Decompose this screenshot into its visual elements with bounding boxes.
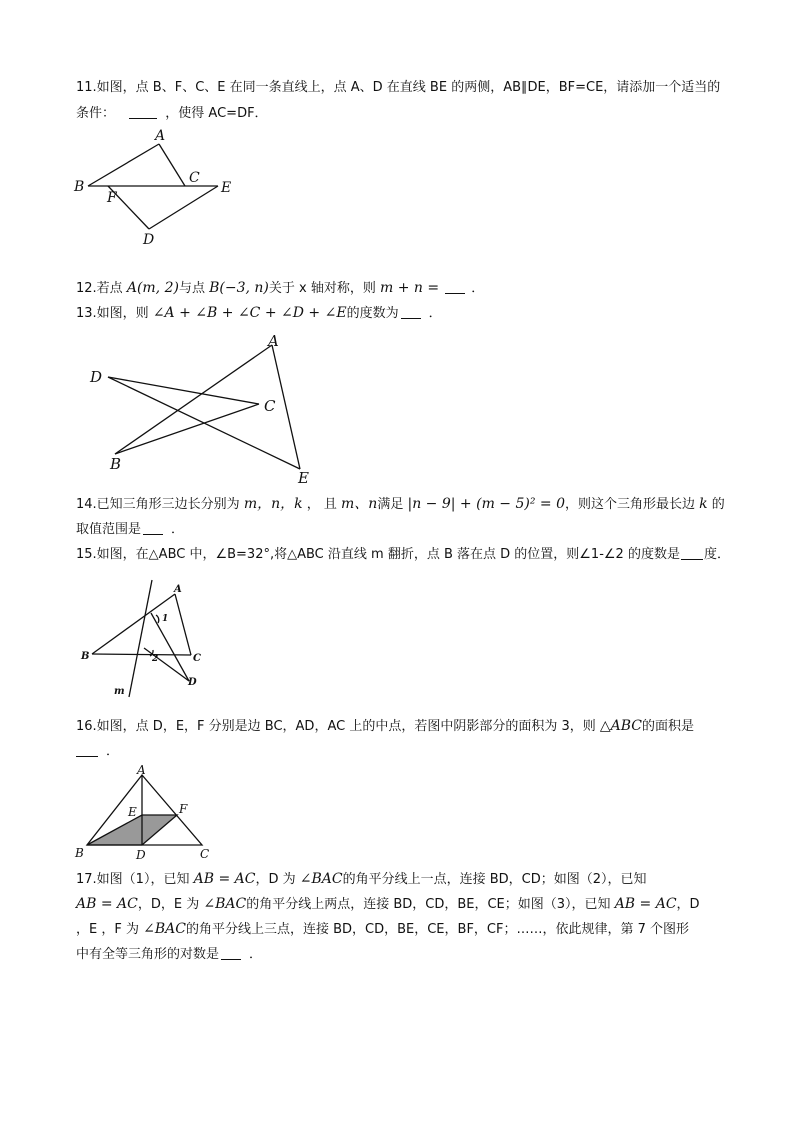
q13-segment-bc <box>115 404 259 454</box>
q13-label-a: A <box>268 332 279 350</box>
q15-label-b: B <box>81 651 90 662</box>
q16-label-d: D <box>136 848 146 862</box>
q15-segment-ba <box>92 594 175 654</box>
q15-label-m: m <box>114 686 125 697</box>
q17-line1-b: ，D 为 <box>255 872 296 887</box>
q15-label-c: C <box>193 653 201 664</box>
q16-question: 16.如图，点 D，E，F 分别是边 BC，AD，AC 上的中点，若图中阴影部分的面积为 3，则 <box>76 719 596 734</box>
q17-line3-a: ，E ，F 为 <box>76 922 139 937</box>
q11-label-a: A <box>155 128 166 144</box>
q11-label-e: E <box>221 180 232 196</box>
q11-segment-de <box>149 186 218 229</box>
q17-end: ． <box>249 947 263 962</box>
q15-label-a: A <box>174 584 182 595</box>
q17-line2-b: 的角平分线上两点，连接 BD，CD，BE，CE；如图（3），已知 <box>246 897 611 912</box>
q11-segment-ac <box>159 144 185 186</box>
q14-text-line1 <box>76 495 726 514</box>
q15-label-angle-2: 2 <box>152 654 159 664</box>
q13-segment-ae <box>272 345 300 469</box>
q16-label-e: E <box>128 805 137 819</box>
q15-answer-blank[interactable] <box>681 545 703 560</box>
q17-angle-bac-1: ∠BAC <box>299 871 343 887</box>
q17-text-line1 <box>76 870 726 889</box>
q15-segment-d <box>144 648 189 681</box>
q13-prefix: 13.如图，则 <box>76 306 149 321</box>
q16-text-line1 <box>76 717 726 736</box>
q16-label-b: B <box>75 846 84 860</box>
q11-condition-tail: ，使得 AC=DF． <box>165 106 268 121</box>
q12-point-a: A(m, 2) <box>126 280 179 296</box>
q17-line1-c: 的角平分线上一点，连接 BD，CD；如图（2），已知 <box>342 872 647 887</box>
q12-answer-blank[interactable] <box>445 279 465 294</box>
q17-line1-a: 17.如图（1），已知 <box>76 872 190 887</box>
q11-text-line1: 11.如图，点 B、F、C、E 在同一条直线上，点 A、D 在直线 BE 的两侧，AB∥DE，BF=CE，请添加一个适当的 <box>76 80 721 95</box>
q12-expression: m + n = <box>380 280 440 296</box>
q14-longest-side: ，则这个三角形最长边 <box>565 497 696 512</box>
q14-prefix: 14.已知三角形三边长分别为 <box>76 497 240 512</box>
q14-vars: m、n <box>341 496 378 512</box>
q13-angle-sum: ∠A + ∠B + ∠C + ∠D + ∠E <box>152 305 347 321</box>
q14-range-label: 取值范围是 <box>76 522 142 537</box>
q17-angle-bac-2: ∠BAC <box>203 896 247 912</box>
q15-end: 度． <box>703 547 730 562</box>
q17-line3-b: 的角平分线上三点，连接 BD，CD，BE，CE，BF，CF；……，依此规律，第 7 个图形 <box>185 922 690 937</box>
q17-text-line2 <box>76 895 726 914</box>
q14-k: k <box>699 496 708 512</box>
q13-figure <box>86 332 326 487</box>
q12-prefix: 12.若点 <box>76 281 123 296</box>
q14-equation: |n − 9| + (m − 5)² = 0 <box>407 496 565 512</box>
q16-label-a: A <box>137 763 146 777</box>
q17-line2-a: ，D，E 为 <box>137 897 200 912</box>
q17-line4: 中有全等三角形的对数是 <box>76 947 220 962</box>
q13-text <box>76 304 726 323</box>
q16-text-line2 <box>76 742 726 761</box>
q16-label-c: C <box>200 847 210 861</box>
q14-answer-blank[interactable] <box>143 520 163 535</box>
q11-label-b: B <box>74 179 85 195</box>
q15-segment-ac <box>175 594 191 655</box>
q14-of: 的 <box>711 497 725 512</box>
q11-condition-label: 条件： <box>76 106 116 121</box>
q12-mid1: 与点 <box>178 281 205 296</box>
q13-end: ． <box>428 306 442 321</box>
q11-segment-ab <box>88 144 159 186</box>
q15-text <box>76 545 730 564</box>
q16-end: ． <box>106 744 120 759</box>
q13-label-b: B <box>110 455 122 473</box>
q13-label-d: D <box>90 368 103 386</box>
q15-fold-line-m <box>129 580 152 697</box>
q13-suffix: 的度数为 <box>346 306 399 321</box>
q14-and: ， 且 <box>306 497 337 512</box>
q15-segment-bc <box>92 654 191 655</box>
q17-ab-ac-3: AB = AC <box>614 896 677 912</box>
q11-label-d: D <box>143 232 155 248</box>
q14-text-line2 <box>76 520 726 539</box>
q14-sides: m，n，k <box>243 496 303 512</box>
q16-shaded-region <box>87 815 177 845</box>
q17-text-line4 <box>76 945 726 964</box>
q17-answer-blank[interactable] <box>221 945 241 960</box>
q17-text-line3 <box>76 920 726 939</box>
q16-answer-blank[interactable] <box>76 742 98 757</box>
q12-end: ． <box>471 281 485 296</box>
q12-point-b: B(−3, n) <box>209 280 269 296</box>
q11-label-f: F <box>107 190 117 206</box>
q13-segment-ba <box>115 345 272 454</box>
q17-ab-ac-1: AB = AC <box>193 871 256 887</box>
q15-label-d: D <box>188 677 197 688</box>
q15-label-angle-1: 1 <box>162 614 169 624</box>
q16-suffix: 的面积是 <box>642 719 695 734</box>
q16-label-f: F <box>179 802 188 816</box>
q12-mid2: 关于 x 轴对称，则 <box>268 281 376 296</box>
q14-end: ． <box>171 522 185 537</box>
q11-figure <box>70 128 250 250</box>
q14-satisfy: 满足 <box>377 497 404 512</box>
q17-ab-ac-2: AB = AC <box>76 896 138 912</box>
q12-text <box>76 279 726 298</box>
q11-text-line2 <box>76 104 726 123</box>
q11-answer-blank[interactable] <box>129 104 157 119</box>
q15-figure <box>78 577 218 699</box>
q13-segment-dc <box>108 377 259 404</box>
q13-label-e: E <box>298 469 309 487</box>
q17-line2-c: ，D <box>676 897 700 912</box>
q13-label-c: C <box>264 397 276 415</box>
q17-angle-bac-3: ∠BAC <box>143 921 186 937</box>
q16-triangle: △ABC <box>599 718 643 734</box>
q15-question: 15.如图，在△ABC 中，∠B=32°,将△ABC 沿直线 m 翻折，点 B 落在点 D 的位置，则∠1-∠2 的度数是 <box>76 547 680 562</box>
q16-figure <box>72 763 222 863</box>
q13-answer-blank[interactable] <box>401 304 421 319</box>
q11-label-c: C <box>189 170 200 186</box>
